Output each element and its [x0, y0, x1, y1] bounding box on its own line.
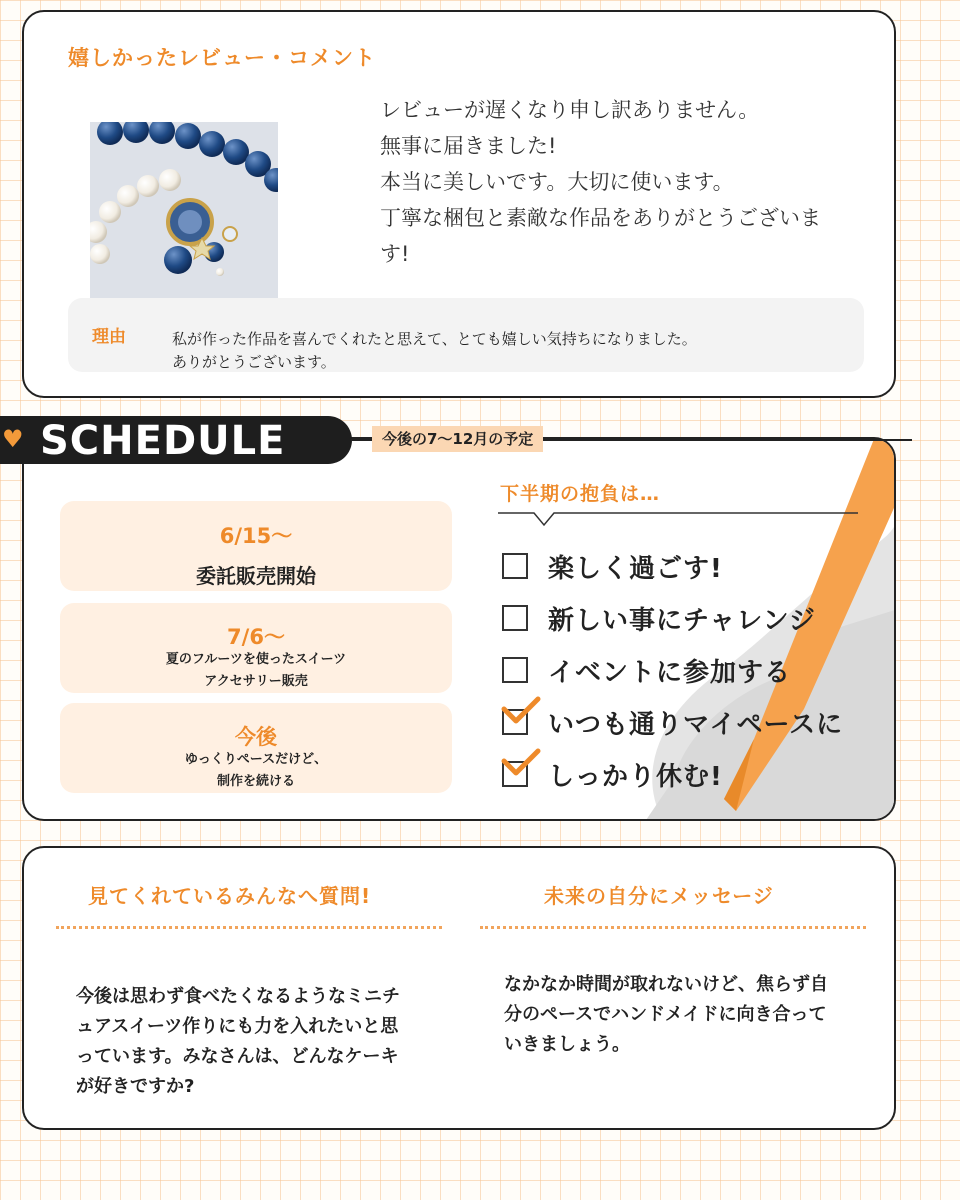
review-comment	[380, 92, 850, 272]
goal-label: イベントに参加する	[548, 658, 792, 688]
question-text: 今後は思わず食べたくなるようなミニチ ュアスイーツ作りにも力を入れたいと思 っています。みなさんは、どんなケーキ が好きですか?	[76, 986, 400, 1097]
review-line: レビューが遅くなり申し訳ありません。	[380, 98, 760, 122]
schedule-subtitle: 今後の7〜12月の予定	[372, 426, 543, 452]
schedule-item	[60, 501, 452, 591]
schedule-title: SCHEDULE	[40, 418, 286, 464]
heart-icon: ♥	[2, 425, 24, 453]
review-card	[22, 10, 896, 398]
review-line: 丁寧な梱包と素敵な作品をありがとうございま す!	[380, 206, 821, 266]
goal-label: しっかり休む!	[548, 762, 723, 792]
message-card	[22, 846, 896, 1130]
schedule-item	[60, 703, 452, 793]
message-text: なかなか時間が取れないけど、焦らず自 分のペースでハンドメイドに向き合って いきましょう。	[504, 974, 828, 1055]
schedule-date: 今後	[235, 725, 277, 749]
schedule-item	[60, 603, 452, 693]
dotted-divider	[56, 926, 442, 929]
reason-box	[68, 298, 864, 372]
dotted-divider	[480, 926, 866, 929]
message-heading: 未来の自分にメッセージ	[544, 884, 774, 908]
schedule-card	[22, 437, 896, 821]
checkmark-icon	[500, 747, 542, 781]
checkbox-icon[interactable]	[502, 605, 528, 631]
review-line: 無事に届きました!	[380, 134, 557, 158]
reason-label: 理由	[92, 327, 126, 347]
schedule-date: 6/15〜	[219, 524, 293, 548]
goals-heading-rule	[498, 511, 858, 531]
checkmark-icon	[500, 695, 542, 729]
goal-label: 新しい事にチャレンジ	[548, 606, 816, 636]
checkbox-icon[interactable]	[502, 553, 528, 579]
goal-label: いつも通りマイペースに	[548, 710, 844, 740]
schedule-desc: 夏のフルーツを使ったスイーツ アクセサリー販売	[165, 652, 347, 689]
schedule-banner	[0, 416, 352, 464]
reason-text: 私が作った作品を喜んでくれたと思えて、とても嬉しい気持ちになりました。 ありがとうございます。	[172, 330, 697, 371]
review-heading: 嬉しかったレビュー・コメント	[68, 46, 376, 70]
schedule-desc: 委託販売開始	[196, 564, 316, 588]
schedule-desc: ゆっくりペースだけど、 制作を続ける	[184, 752, 328, 789]
checkbox-icon[interactable]	[502, 657, 528, 683]
question-heading: 見てくれているみんなへ質問!	[88, 884, 372, 908]
schedule-date: 7/6〜	[227, 625, 285, 649]
review-line: 本当に美しいです。大切に使います。	[380, 170, 734, 194]
product-photo	[90, 122, 278, 310]
goal-label: 楽しく過ごす!	[548, 554, 723, 584]
goals-heading: 下半期の抱負は…	[500, 483, 661, 505]
